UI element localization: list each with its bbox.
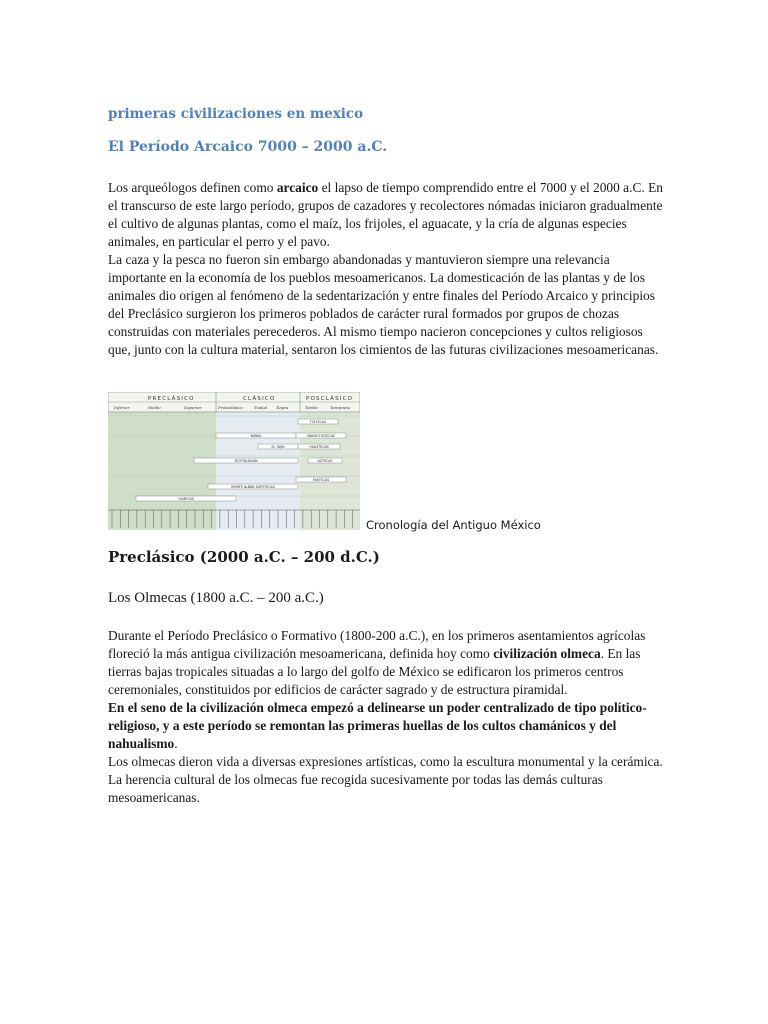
bold-term: civilización olmeca — [493, 646, 601, 661]
subperiod-label: Inferior — [114, 405, 130, 410]
culture-label: AZTECAS — [317, 459, 333, 463]
culture-label: MONTE ALBÁN ZAPOTECAS — [231, 485, 275, 489]
section-body-olmecas — [108, 627, 664, 807]
document-title: primeras civilizaciones en mexico — [108, 106, 364, 122]
text-span: . En las tierras bajas tropicales situadas a lo largo del golfo de México se edificaron los primeros centros ceremoniales, constituidos por edificios de carácter sagrado y de estructura piramidal. — [108, 646, 641, 697]
section-heading-preclasico: Preclásico (2000 a.C. – 200 d.C.) — [108, 548, 380, 566]
culture-label: MAYAS-TOLTECAS — [307, 434, 335, 438]
text-span: Durante el Período Preclásico o Formativo (1800-200 a.C.), en los primeros asentamientos agrícolas floreció la más antigua civilización mesoamericana, definida hoy como — [108, 628, 646, 661]
bold-term: arcaico — [276, 180, 319, 195]
culture-label: MIXTECAS — [312, 478, 330, 482]
culture-label: EL TAJÍN — [271, 445, 285, 449]
section-body-arcaico — [108, 179, 664, 359]
period-label: POSCLÁSICO — [306, 396, 354, 402]
culture-label: OLMECAS — [178, 497, 194, 501]
culture-label: MAYAS — [250, 434, 262, 438]
bold-paragraph: En el seno de la civilización olmeca empezó a delinearse un poder centralizado de tipo político-religioso, y a este período se remontan las primeras huellas de los cultos chamánicos y del nahualismo — [108, 700, 647, 751]
culture-label: HUASTECAS — [309, 445, 329, 449]
text-span: . — [174, 736, 178, 751]
subperiod-label: Medio — [148, 405, 161, 410]
text-span: el lapso de tiempo comprendido entre el 7000 y el 2000 a.C. En el transcurso de este largo período, grupos de cazadores y recolectores nómadas iniciaron gradualmente el cultivo de algunas plantas, como el maíz, los frijoles, el aguacate, y la cría de algunas especies animales, en particular el perro y el pavo. — [108, 180, 663, 249]
paragraph: La caza y la pesca no fueron sin embargo abandonadas y mantuvieron siempre una relevancia importante en la economía de los pueblos mesoamericanos. La domesticación de las plantas y de los animales dio origen al fenómeno de la sedentarización y entre finales del Período Arcaico y principios del Preclásico surgieron los primeros poblados de carácter rural formados por grupos de chozas construidas con materiales perecederos. Al mismo tiempo nacieron concepciones y cultos religiosos que, junto con la cultura material, sentaron los cimientos de las futuras civilizaciones mesoamericanas. — [108, 252, 659, 357]
subperiod-label: Protoclásico — [218, 405, 243, 410]
chronology-figure — [108, 392, 360, 530]
paragraph — [108, 699, 664, 753]
subperiod-label: Tzakol — [254, 405, 268, 410]
culture-label: TEOTIHUACÁN — [234, 459, 258, 463]
paragraph: La herencia cultural de los olmecas fue recogida sucesivamente por todas las demás culturas mesoamericanas. — [108, 772, 603, 805]
subperiod-label: Tardío — [305, 405, 318, 410]
subperiod-label: Temprano — [330, 405, 351, 410]
paragraph — [108, 179, 664, 251]
figure-caption: Cronología del Antiguo México — [366, 518, 541, 532]
subperiod-label: Tepeu — [276, 405, 289, 410]
subperiod-label: Superior — [184, 405, 202, 410]
paragraph — [108, 627, 664, 699]
period-label: PRECLÁSICO — [148, 396, 195, 402]
culture-label: TOLTECAS — [309, 420, 327, 424]
section-heading-arcaico: El Período Arcaico 7000 – 2000 a.C. — [108, 139, 388, 155]
paragraph: Los olmecas dieron vida a diversas expresiones artísticas, como la escultura monumental y la cerámica. — [108, 754, 663, 769]
subsection-heading-olmecas: Los Olmecas (1800 a.C. – 200 a.C.) — [108, 590, 324, 606]
text-span: Los arqueólogos definen como — [108, 180, 277, 195]
period-label: CLÁSICO — [243, 396, 276, 402]
